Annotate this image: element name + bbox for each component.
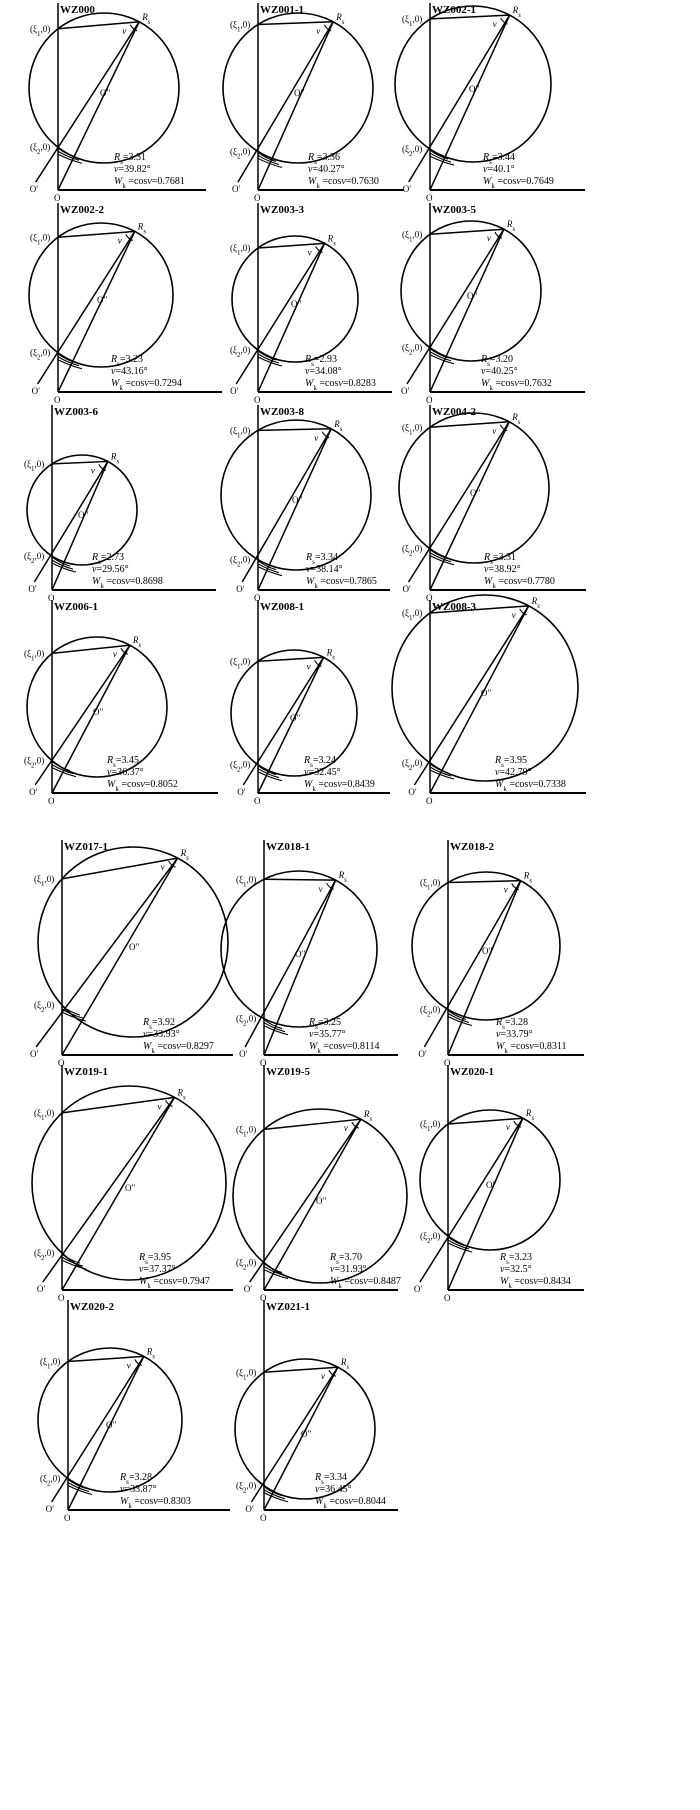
- oprime-label: O′: [30, 1049, 39, 1059]
- origin-label: O: [260, 1058, 267, 1068]
- rs-value: $R_s=3.25$: [309, 1017, 341, 1031]
- origin-label: O: [426, 593, 433, 603]
- xi2-label: $(\xi_2,0)$: [236, 1480, 257, 1495]
- panel-code: WZ018-2: [450, 841, 494, 853]
- rs-value: $R_s=3.92$: [143, 1017, 175, 1031]
- angle-value: ν=38.92°: [484, 564, 521, 575]
- diagram-panel: [412, 840, 584, 1068]
- xi1-label: $(\xi_1,0)$: [40, 1356, 61, 1371]
- xi2-label: $(\xi_2,0)$: [34, 1000, 55, 1015]
- diagram-panel: [414, 1065, 584, 1303]
- angle-label: ν: [90, 465, 95, 476]
- xi1-label: $(\xi_1,0)$: [402, 229, 423, 244]
- oprime-label: O′: [402, 184, 412, 194]
- origin-label: O: [426, 193, 433, 203]
- wk-value: $W_k =\cos\nu=0.8052$: [107, 779, 178, 793]
- angle-label: ν: [112, 649, 117, 660]
- angle-label: ν: [492, 19, 497, 30]
- odprime-label: O′′: [292, 495, 303, 505]
- diagram-panel: [30, 840, 233, 1068]
- angle-value: ν=29.56°: [92, 564, 129, 575]
- rs-point-label: $R_s$: [525, 1108, 535, 1123]
- angle-label: ν: [122, 25, 127, 36]
- chord-xi1-rs: [448, 1118, 523, 1124]
- panel-code: WZ018-1: [266, 841, 310, 853]
- rs-point-label: $R_s$: [177, 1087, 186, 1102]
- panel-code: WZ004-2: [432, 406, 476, 418]
- rs-value: $R_s=3.23$: [500, 1252, 532, 1266]
- rs-value: $R_s=3.95$: [495, 755, 527, 769]
- diagram-panel: [230, 203, 392, 405]
- xi1-label: $(\xi_1,0)$: [420, 1119, 441, 1133]
- rs-point-label: $R_s$: [523, 870, 532, 885]
- angle-value: ν=35.77°: [309, 1029, 346, 1040]
- wk-value: $W_k =\cos\nu=0.7681$: [114, 176, 185, 190]
- chord-xi1-rs: [68, 1356, 144, 1361]
- panel-code: WZ003-6: [54, 406, 98, 418]
- xi1-label: $(\xi_1,0)$: [236, 874, 257, 889]
- chord-xi1-rs: [448, 881, 521, 883]
- panel-code: WZ021-1: [266, 1301, 310, 1313]
- xi2-label: $(\xi_2,0)$: [402, 342, 423, 357]
- diagram-panel: [401, 203, 585, 405]
- angle-value: ν=33.87°: [120, 1484, 157, 1495]
- xi1-label: $(\xi_1,0)$: [230, 656, 251, 671]
- odprime-label: O′′: [100, 88, 111, 98]
- rs-point-label: $R_s$: [142, 11, 151, 26]
- panel-code: WZ001-1: [260, 4, 304, 16]
- wk-value: $W_k =\cos\nu=0.8303$: [120, 1496, 191, 1510]
- chord-xi1-rs: [58, 231, 135, 237]
- odprime-label: O′′: [78, 510, 89, 520]
- diagram-panel: [223, 3, 404, 203]
- xi2-label: $(\xi_2,0)$: [30, 142, 51, 157]
- origin-label: O: [54, 193, 61, 203]
- xi2-label: $(\xi_2,0)$: [230, 554, 251, 569]
- xi2-label: $(\xi_2,0)$: [24, 755, 45, 770]
- panel-code: WZ006-1: [54, 601, 98, 613]
- xi2-label: $(\xi_2,0)$: [230, 146, 251, 161]
- xi2-label: $(\xi_2,0)$: [230, 344, 251, 359]
- angle-label: ν: [126, 1360, 131, 1371]
- rs-point-label: $R_s$: [506, 219, 516, 234]
- wk-value: $W_k =\cos\nu=0.7649$: [483, 176, 554, 190]
- wk-value: $W_k =\cos\nu=0.8283$: [305, 378, 376, 392]
- oprime-label: O′: [29, 787, 38, 797]
- wk-value: $W_k =\cos\nu=0.8698$: [92, 576, 163, 590]
- rs-point-label: $R_s$: [326, 647, 335, 662]
- oprime-label: O′: [236, 584, 245, 594]
- xi2-label: $(\xi_2,0)$: [420, 1004, 441, 1019]
- rs-value: $R_s=3.20$: [481, 354, 513, 368]
- diagram-panel: [24, 405, 216, 603]
- odprime-label: O′′: [290, 713, 301, 723]
- chord-xi1-rs: [258, 22, 333, 25]
- oprime-label: O′: [400, 386, 410, 396]
- oprime-label: O′: [245, 1504, 254, 1514]
- angle-value: ν=32.45°: [304, 767, 341, 778]
- angle-value: ν=32.5°: [500, 1264, 532, 1275]
- origin-label: O: [58, 1293, 65, 1303]
- diagram-panel: [235, 1300, 398, 1523]
- odprime-label: O′′: [316, 1196, 327, 1206]
- angle-label: ν: [316, 25, 321, 36]
- chord-xi1-rs: [58, 22, 139, 29]
- rs-point-label: $R_s$: [363, 1109, 373, 1124]
- panel-code: WZ002-1: [432, 4, 476, 16]
- origin-label: O: [260, 1513, 267, 1523]
- xi1-label: $(\xi_1,0)$: [24, 648, 45, 663]
- wk-value: $W_k =\cos\nu=0.8434$: [500, 1276, 571, 1290]
- diagram-panel: [32, 1065, 233, 1303]
- angle-value: ν=31.93°: [330, 1264, 367, 1275]
- xi1-label: $(\xi_1,0)$: [402, 422, 423, 437]
- oprime-label: O′: [239, 1049, 248, 1059]
- rs-value: $R_s=3.34$: [306, 552, 338, 566]
- origin-label: O: [260, 1293, 267, 1303]
- origin-label: O: [254, 193, 261, 203]
- rs-value: $R_s=3.28$: [120, 1472, 152, 1486]
- xi2-label: $(\xi_2,0)$: [420, 1231, 441, 1245]
- panel-code: WZ020-2: [70, 1301, 114, 1313]
- rs-point-label: $R_s$: [340, 1357, 350, 1372]
- rs-value: $R_s=3.28$: [496, 1017, 528, 1031]
- diagram-panel: [395, 3, 585, 203]
- panel-code: WZ019-5: [266, 1066, 310, 1078]
- chord-xi1-rs: [264, 879, 336, 880]
- angle-value: ν=34.08°: [305, 366, 342, 377]
- xi1-label: $(\xi_1,0)$: [236, 1367, 257, 1382]
- chord-xi1-rs: [52, 461, 108, 463]
- origin-label: O: [444, 1058, 451, 1068]
- xi1-label: $(\xi_1,0)$: [30, 232, 51, 247]
- angle-label: ν: [511, 609, 516, 620]
- rs-point-label: $R_s$: [146, 1346, 156, 1361]
- xi1-label: $(\xi_1,0)$: [402, 608, 423, 623]
- rs-point-label: $R_s$: [336, 11, 345, 26]
- odprime-label: O′′: [470, 488, 481, 498]
- xi2-label: $(\xi_2,0)$: [34, 1248, 55, 1263]
- rs-value: $R_s=3.31$: [484, 552, 516, 566]
- wk-value: $W_k =\cos\nu=0.8439$: [304, 779, 375, 793]
- diagram-panel: [233, 1065, 407, 1303]
- rs-point-label: $R_s$: [338, 870, 347, 885]
- odprime-label: O′′: [486, 1180, 497, 1190]
- oprime-label: O′: [408, 787, 417, 797]
- rs-point-label: $R_s$: [512, 5, 521, 20]
- origin-label: O: [58, 1058, 65, 1068]
- xi2-label: $(\xi_2,0)$: [236, 1013, 257, 1028]
- wk-value: $W_k =\cos\nu=0.8487$: [330, 1276, 401, 1290]
- rs-point-label: $R_s$: [512, 411, 521, 426]
- oprime-label: O′: [45, 1504, 55, 1514]
- odprime-label: O′′: [106, 1420, 117, 1430]
- diagram-panel: [38, 1300, 230, 1523]
- xi1-label: $(\xi_1,0)$: [24, 458, 45, 473]
- odprime-label: O′′: [294, 88, 305, 98]
- angle-label: ν: [157, 1101, 162, 1112]
- rs-point-label: $R_s$: [531, 595, 540, 610]
- panel-code: WZ002-2: [60, 204, 104, 216]
- origin-label: O: [48, 593, 55, 603]
- odprime-label: O′′: [467, 291, 478, 301]
- angle-label: ν: [160, 862, 165, 873]
- angle-label: ν: [314, 432, 319, 443]
- panel-code: WZ003-5: [432, 204, 476, 216]
- odprime-label: O′′: [97, 295, 108, 305]
- xi2-label: $(\xi_2,0)$: [402, 543, 423, 558]
- wk-value: $W_k =\cos\nu=0.7947$: [139, 1276, 210, 1290]
- xi1-label: $(\xi_1,0)$: [230, 243, 251, 258]
- angle-value: ν=43.16°: [111, 366, 148, 377]
- wk-value: $W_k =\cos\nu=0.7630$: [308, 176, 379, 190]
- rs-value: $R_s=3.24$: [304, 755, 336, 769]
- oprime-label: O′: [31, 386, 41, 396]
- rs-value: $R_s=3.23$: [111, 354, 143, 368]
- chord-xi1-rs: [52, 645, 130, 653]
- rs-value: $R_s=3.31$: [114, 152, 146, 166]
- oprime-label: O′: [231, 184, 241, 194]
- xi2-label: $(\xi_2,0)$: [40, 1473, 61, 1488]
- origin-label: O: [48, 796, 55, 806]
- panel-code: WZ008-3: [432, 601, 476, 613]
- origin-label: O: [426, 796, 433, 806]
- angle-value: ν=38.14°: [306, 564, 343, 575]
- xi2-label: $(\xi_2,0)$: [402, 757, 423, 772]
- panel-code: WZ000: [60, 4, 95, 16]
- rs-value: $R_s=3.95$: [139, 1252, 171, 1266]
- oprime-label: O′: [402, 584, 412, 594]
- chord-xi1-rs: [258, 657, 324, 661]
- panel-code: WZ008-1: [260, 601, 304, 613]
- panel-code: WZ003-8: [260, 406, 304, 418]
- angle-value: ν=36.45°: [315, 1484, 352, 1495]
- diagram-panel: [221, 840, 398, 1068]
- rs-value: $R_s=3.70$: [330, 1252, 362, 1266]
- origin-label: O: [254, 395, 261, 405]
- odprime-label: O′′: [93, 707, 104, 717]
- xi1-label: $(\xi_1,0)$: [30, 23, 51, 38]
- chord-xi1-rs: [430, 229, 504, 234]
- oprime-label: O′: [29, 184, 39, 194]
- angle-value: ν=33.93°: [143, 1029, 180, 1040]
- wk-value: $W_k =\cos\nu=0.8297$: [143, 1041, 214, 1055]
- diagram-panel: [230, 600, 390, 806]
- wk-value: $W_k =\cos\nu=0.8311$: [496, 1041, 567, 1055]
- xi1-label: $(\xi_1,0)$: [236, 1124, 257, 1139]
- angle-label: ν: [307, 247, 312, 258]
- origin-label: O: [444, 1293, 451, 1303]
- chord-xi1-rs: [258, 429, 331, 431]
- panel-code: WZ019-1: [64, 1066, 108, 1078]
- oprime-label: O′: [413, 1284, 423, 1294]
- xi1-label: $(\xi_1,0)$: [34, 873, 55, 888]
- xi1-label: $(\xi_1,0)$: [34, 1107, 55, 1122]
- diagram-panel: [392, 595, 586, 806]
- oprime-label: O′: [28, 584, 37, 594]
- xi1-label: $(\xi_1,0)$: [420, 877, 441, 892]
- origin-label: O: [426, 395, 433, 405]
- angle-label: ν: [343, 1123, 348, 1134]
- xi2-label: $(\xi_2,0)$: [30, 347, 51, 362]
- oprime-label: O′: [237, 787, 246, 797]
- rs-value: $R_s=3.45$: [107, 755, 139, 769]
- rs-value: $R_s=3.44$: [483, 152, 515, 166]
- rs-point-label: $R_s$: [334, 418, 343, 433]
- xi2-label: $(\xi_2,0)$: [236, 1257, 257, 1272]
- angle-value: ν=33.79°: [496, 1029, 533, 1040]
- angle-value: ν=40.25°: [481, 366, 518, 377]
- odprime-label: O′′: [291, 299, 302, 309]
- odprime-label: O′′: [295, 949, 306, 959]
- oprime-label: O′: [243, 1284, 253, 1294]
- origin-label: O: [254, 796, 261, 806]
- rs-point-label: $R_s$: [110, 451, 120, 466]
- odprime-label: O′′: [469, 84, 480, 94]
- odprime-label: O′′: [482, 946, 493, 956]
- rs-point-label: $R_s$: [327, 233, 336, 248]
- origin-label: O: [64, 1513, 71, 1523]
- wk-value: $W_k =\cos\nu=0.8114$: [309, 1041, 380, 1055]
- angle-label: ν: [306, 661, 311, 672]
- wk-value: $W_k =\cos\nu=0.7632$: [481, 378, 552, 392]
- diagram-panel: [29, 203, 222, 405]
- chord-xi1-rs: [258, 243, 325, 248]
- oprime-label: O′: [418, 1049, 427, 1059]
- rs-value: $R_s=2.93$: [305, 354, 337, 368]
- rs-value: $R_s=3.34$: [315, 1472, 347, 1486]
- rs-point-label: $R_s$: [137, 221, 147, 236]
- angle-value: ν=39.82°: [114, 164, 151, 175]
- diagram-panel: [221, 405, 390, 603]
- angle-label: ν: [486, 233, 491, 244]
- xi1-label: $(\xi_1,0)$: [230, 425, 251, 440]
- diagram-panel: [24, 600, 218, 806]
- xi2-label: $(\xi_2,0)$: [24, 551, 45, 566]
- angle-label: ν: [503, 884, 508, 895]
- chord-xi1-rs: [264, 1367, 338, 1372]
- angle-value: ν=42.79°: [495, 767, 532, 778]
- angle-value: ν=40.1°: [483, 164, 515, 175]
- wk-value: $W_k =\cos\nu=0.7294$: [111, 378, 182, 392]
- wk-value: $W_k =\cos\nu=0.7780$: [484, 576, 555, 590]
- angle-label: ν: [320, 1371, 325, 1382]
- panel-code: WZ020-1: [450, 1066, 494, 1078]
- oprime-label: O′: [230, 386, 239, 396]
- diagram-panel: [29, 3, 206, 203]
- rs-point-label: $R_s$: [132, 635, 142, 650]
- angle-label: ν: [505, 1122, 510, 1133]
- odprime-label: O′′: [125, 1183, 136, 1193]
- oprime-label: O′: [36, 1284, 46, 1294]
- rs-value: $R_s=3.36$: [308, 152, 340, 166]
- angle-label: ν: [492, 425, 497, 436]
- xi1-label: $(\xi_1,0)$: [230, 19, 251, 34]
- chord-xi1-rs: [430, 422, 509, 427]
- origin-label: O: [54, 395, 61, 405]
- angle-value: ν=37.37°: [139, 1264, 176, 1275]
- odprime-label: O′′: [129, 942, 140, 952]
- xi1-label: $(\xi_1,0)$: [402, 13, 423, 28]
- xi2-label: $(\xi_2,0)$: [230, 759, 251, 774]
- wk-value: $W_k =\cos\nu=0.8044$: [315, 1496, 386, 1510]
- rs-point-label: $R_s$: [180, 848, 189, 863]
- panel-code: WZ017-1: [64, 841, 108, 853]
- wk-value: $W_k =\cos\nu=0.7865$: [306, 576, 377, 590]
- odprime-label: O′′: [481, 688, 492, 698]
- panel-code: WZ003-3: [260, 204, 304, 216]
- origin-label: O: [254, 593, 261, 603]
- angle-value: ν=40.27°: [308, 164, 345, 175]
- rs-value: $R_s=2.73$: [92, 552, 124, 566]
- diagram-panel: [399, 405, 586, 603]
- wk-value: $W_k =\cos\nu=0.7338$: [495, 779, 566, 793]
- angle-label: ν: [117, 235, 122, 246]
- odprime-label: O′′: [301, 1429, 312, 1439]
- xi2-label: $(\xi_2,0)$: [402, 144, 423, 159]
- angle-label: ν: [318, 884, 323, 895]
- angle-value: ν=36.37°: [107, 767, 144, 778]
